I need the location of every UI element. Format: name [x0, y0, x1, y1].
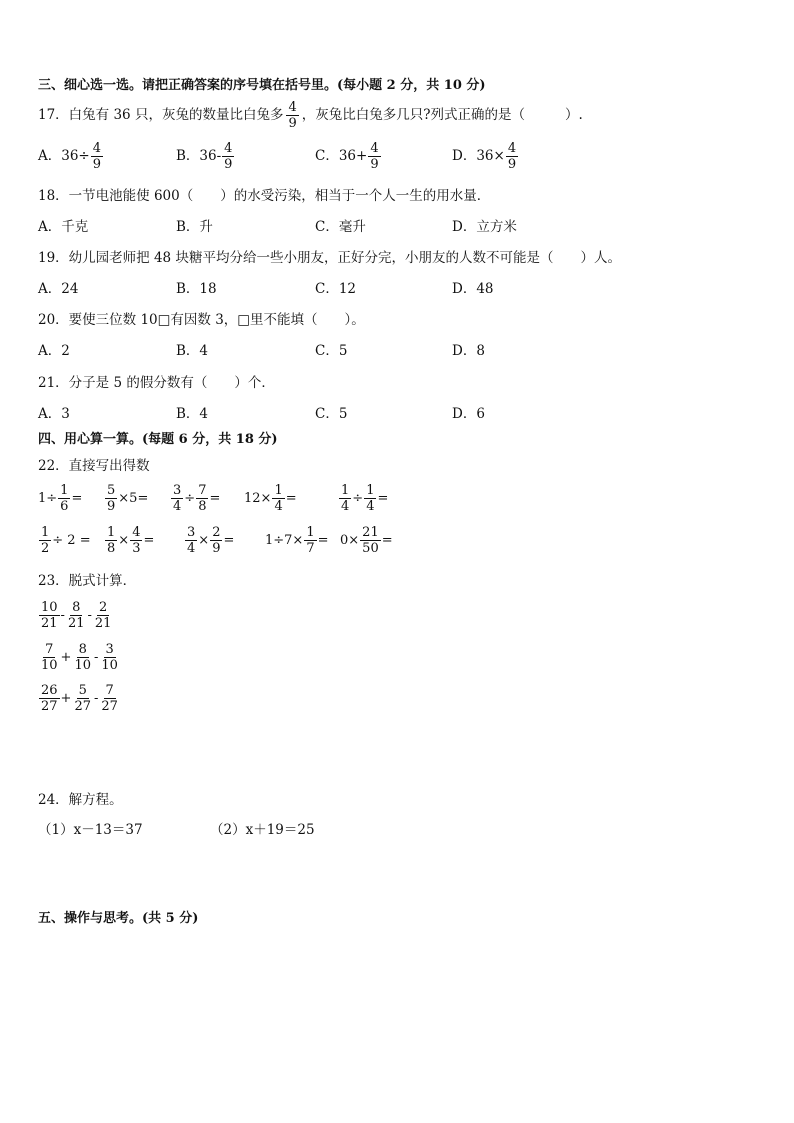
numerator: 21 [362, 525, 379, 540]
fraction [91, 141, 103, 172]
denominator: 7 [306, 541, 315, 556]
expr-text: 12× [244, 491, 272, 506]
fraction [185, 525, 197, 556]
denominator: 21 [67, 616, 85, 631]
question-18: 18．一节电池能使 600（ ）的水受污染，相当于一个人一生的用水量． [38, 188, 491, 204]
operator: - [94, 650, 99, 665]
expr-text: ÷ 2 = [52, 533, 91, 548]
option-18-c[interactable]: C．毫升 [315, 219, 366, 235]
numerator: 10 [41, 600, 58, 615]
operator: - [94, 691, 99, 706]
calc-item [265, 525, 329, 556]
question-17-end: ）. [564, 106, 583, 123]
question-19: 19．幼儿园老师把 48 块糖平均分给一些小朋友，正好分完，小朋友的人数不可能是（ ）人。 [38, 250, 621, 266]
calc-item [244, 483, 297, 514]
denominator: 9 [288, 116, 297, 131]
operator: + [60, 691, 72, 706]
fraction [39, 683, 60, 714]
expr-text: × [198, 533, 210, 548]
fraction [222, 141, 234, 172]
calc-item [338, 483, 388, 514]
numerator: 4 [507, 141, 517, 156]
denominator: 21 [41, 616, 58, 631]
expr-text: = [143, 533, 155, 548]
denominator: 3 [132, 541, 141, 556]
numerator: 3 [187, 525, 196, 540]
fraction [339, 483, 351, 514]
expr-text: ×5= [118, 491, 149, 506]
expr-text: × [118, 533, 130, 548]
question-21: 21．分子是 5 的假分数有（ ）个． [38, 375, 275, 391]
expr-text: = [285, 491, 297, 506]
numerator: 1 [274, 483, 283, 498]
option-21-c[interactable]: C．5 [315, 406, 348, 422]
option-18-b[interactable]: B．升 [176, 219, 213, 235]
fraction [58, 483, 70, 514]
denominator: 9 [107, 499, 116, 514]
calc-item [104, 483, 148, 514]
expr-text: = [381, 533, 393, 548]
denominator: 27 [41, 699, 58, 714]
option-18-a[interactable]: A．千克 [38, 219, 89, 235]
denominator: 8 [107, 541, 116, 556]
denominator: 9 [92, 157, 102, 172]
calc-item [38, 525, 91, 556]
denominator: 9 [212, 541, 221, 556]
question-17-suffix: ，灰兔比白兔多几只?列式正确的是（ [301, 106, 525, 123]
option-label: C．36+ [315, 147, 368, 164]
calc-item [38, 483, 82, 514]
fraction [105, 525, 117, 556]
denominator: 4 [341, 499, 350, 514]
expr-text: 1÷7× [265, 533, 304, 548]
numerator: 1 [60, 483, 69, 498]
fraction [286, 100, 298, 131]
fraction [105, 483, 117, 514]
denominator: 9 [370, 157, 379, 172]
operator: + [60, 650, 72, 665]
option-20-d[interactable]: D．8 [452, 343, 485, 359]
option-21-a[interactable]: A．3 [38, 406, 70, 422]
numerator: 2 [212, 525, 221, 540]
numerator: 4 [224, 141, 233, 156]
numerator: 4 [132, 525, 141, 540]
option-17-a[interactable] [38, 141, 104, 172]
section-3-title: 三、细心选一选。请把正确答案的序号填在括号里。(每小题 2 分，共 10 分) [38, 78, 486, 93]
fraction [66, 600, 87, 631]
option-label: D．36× [452, 147, 505, 164]
fraction [39, 642, 60, 673]
numerator: 7 [45, 642, 54, 657]
expr-text: 0× [340, 533, 360, 548]
calc-item [170, 483, 220, 514]
option-17-b[interactable] [176, 141, 235, 172]
numerator: 5 [78, 683, 87, 698]
fraction [210, 525, 222, 556]
denominator: 9 [507, 157, 517, 172]
fraction [360, 525, 381, 556]
option-19-b[interactable]: B．18 [176, 281, 217, 297]
question-17-prefix: 17．白兔有 36 只，灰兔的数量比白兔多 [38, 106, 284, 123]
option-label: B．36- [176, 147, 222, 164]
fraction [99, 642, 120, 673]
fraction [72, 683, 93, 714]
option-17-c[interactable] [315, 141, 382, 172]
expression-1 [38, 600, 114, 631]
fraction [72, 642, 93, 673]
numerator: 1 [306, 525, 315, 540]
expr-text: ÷ [352, 491, 364, 506]
expr-text: = [317, 533, 329, 548]
fraction [130, 525, 142, 556]
calc-item [104, 525, 154, 556]
numerator: 1 [107, 525, 116, 540]
calc-item [340, 525, 393, 556]
expr-text: ÷ [184, 491, 196, 506]
section-5-title: 五、操作与思考。(共 5 分) [38, 911, 199, 926]
denominator: 9 [224, 157, 233, 172]
denominator: 27 [101, 699, 118, 714]
fraction [304, 525, 316, 556]
question-20: 20．要使三位数 10□有因数 3，□里不能填（ ）。 [38, 312, 365, 328]
denominator: 6 [60, 499, 69, 514]
denominator: 10 [41, 658, 58, 673]
fraction [272, 483, 284, 514]
fraction [39, 600, 60, 631]
fraction [93, 600, 114, 631]
expression-3 [38, 683, 121, 714]
equation-2: （2）x＋19＝25 [210, 822, 315, 838]
expression-2 [38, 642, 121, 673]
numerator: 1 [41, 525, 50, 540]
denominator: 27 [74, 699, 91, 714]
fraction [99, 683, 120, 714]
expr-text: = [71, 491, 83, 506]
operator: - [87, 608, 92, 623]
numerator: 4 [288, 100, 297, 115]
numerator: 1 [341, 483, 350, 498]
fraction [196, 483, 208, 514]
expr-text: = [223, 533, 235, 548]
fraction [506, 141, 518, 172]
numerator: 7 [198, 483, 207, 498]
option-21-b[interactable]: B．4 [176, 406, 209, 422]
option-19-d[interactable]: D．48 [452, 281, 494, 297]
numerator: 8 [78, 642, 87, 657]
denominator: 50 [362, 541, 379, 556]
numerator: 4 [92, 141, 102, 156]
equation-1: （1）x－13＝37 [38, 822, 143, 838]
denominator: 2 [41, 541, 50, 556]
option-19-c[interactable]: C．12 [315, 281, 357, 297]
question-24-title: 24．解方程。 [38, 792, 123, 808]
fraction [39, 525, 51, 556]
numerator: 8 [72, 600, 81, 615]
numerator: 3 [173, 483, 182, 498]
fraction [368, 141, 380, 172]
denominator: 4 [173, 499, 182, 514]
numerator: 3 [105, 642, 114, 657]
calc-item [184, 525, 234, 556]
denominator: 8 [198, 499, 207, 514]
denominator: 10 [74, 658, 91, 673]
option-18-d[interactable]: D．立方米 [452, 219, 517, 235]
numerator: 26 [41, 683, 58, 698]
expr-text: = [209, 491, 221, 506]
numerator: 4 [370, 141, 379, 156]
question-23-title: 23．脱式计算． [38, 573, 137, 589]
question-17 [38, 100, 583, 131]
option-19-a[interactable]: A．24 [38, 281, 79, 297]
option-17-d[interactable] [452, 141, 519, 172]
operator: - [60, 608, 65, 623]
option-20-b[interactable]: B．4 [176, 343, 209, 359]
numerator: 2 [99, 600, 108, 615]
question-22-title: 22．直接写出得数 [38, 458, 150, 474]
expr-text: = [377, 491, 389, 506]
option-label: A．36÷ [38, 147, 90, 164]
numerator: 7 [105, 683, 114, 698]
denominator: 4 [366, 499, 375, 514]
option-21-d[interactable]: D．6 [452, 406, 485, 422]
denominator: 4 [274, 499, 283, 514]
fraction [171, 483, 183, 514]
denominator: 21 [94, 616, 112, 631]
expr-text: 1÷ [38, 491, 58, 506]
denominator: 10 [101, 658, 118, 673]
option-20-a[interactable]: A．2 [38, 343, 70, 359]
section-4-title: 四、用心算一算。(每题 6 分，共 18 分) [38, 432, 278, 447]
denominator: 4 [187, 541, 196, 556]
fraction [364, 483, 376, 514]
numerator: 5 [107, 483, 116, 498]
numerator: 1 [366, 483, 375, 498]
option-20-c[interactable]: C．5 [315, 343, 348, 359]
